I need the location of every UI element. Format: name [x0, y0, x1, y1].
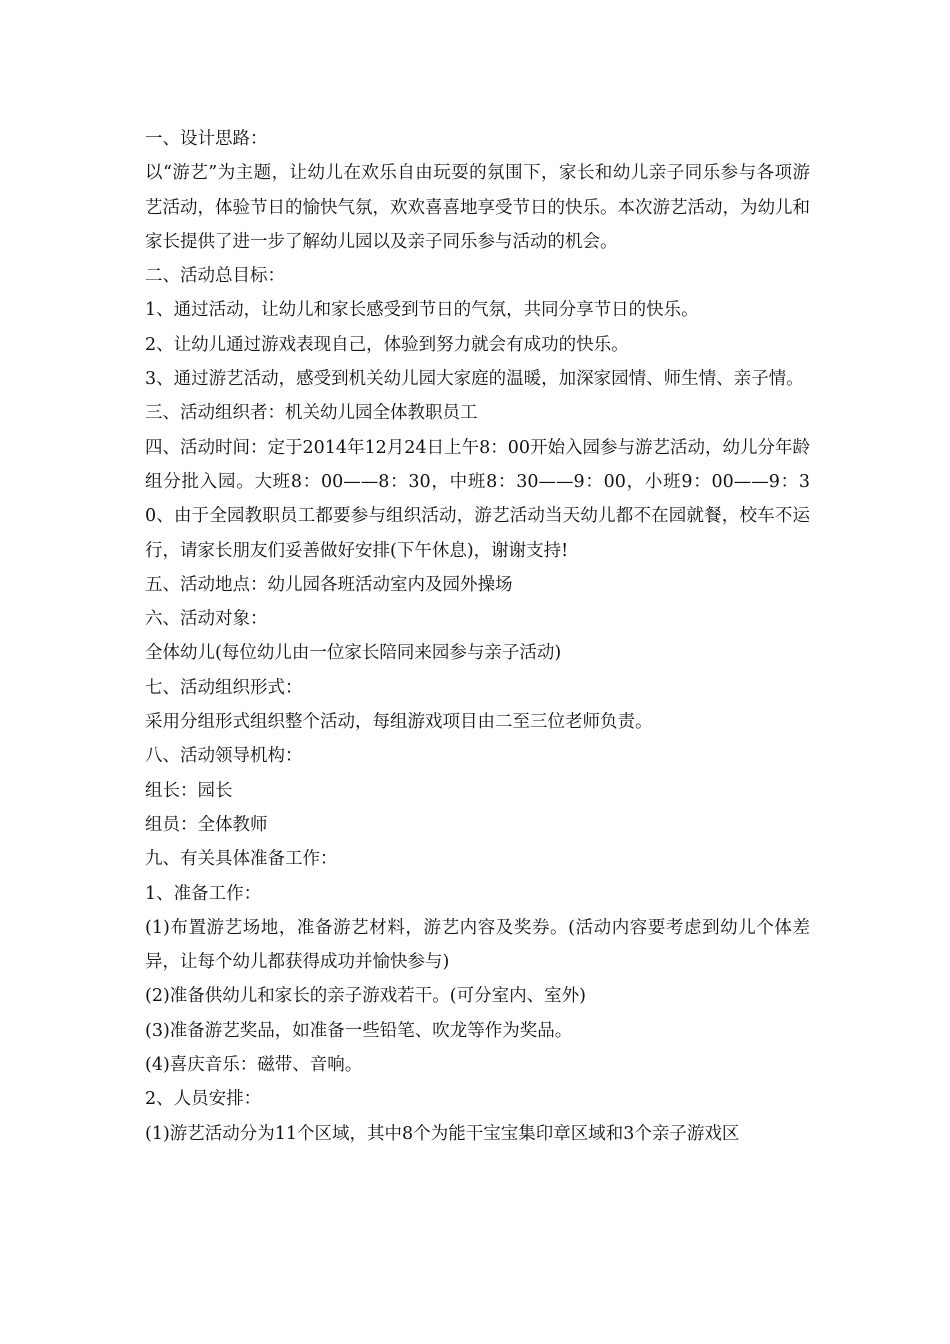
heading-design-idea: 一、设计思路：	[145, 129, 268, 149]
paragraph-design-idea: 以“游艺”为主题，让幼儿在欢乐自由玩耍的氛围下，家长和幼儿亲子同乐参与各项游艺活动，体验节日的愉快气氛，欢欢喜喜地享受节日的快乐。本次游艺活动，为幼儿和家长提供了进一步了解幼儿园以及亲子同乐参与活动的机会。	[145, 163, 810, 252]
subheading-staff-arrangement: 2、人员安排：	[145, 1089, 262, 1110]
prep-item-3: (3)准备游艺奖品，如准备一些铅笔、吹龙等作为奖品。	[145, 1020, 573, 1041]
heading-leadership: 八、活动领导机构：	[145, 746, 303, 767]
paragraph-group-members: 组员：全体教师	[145, 814, 268, 835]
heading-overall-goals: 二、活动总目标：	[145, 266, 285, 287]
paragraph-group-leader: 组长：园长	[145, 780, 233, 801]
prep-item-2: (2)准备供幼儿和家长的亲子游戏若干。(可分室内、室外)	[145, 986, 586, 1007]
heading-participants: 六、活动对象：	[145, 609, 268, 630]
prep-item-1: (1)布置游艺场地，准备游艺材料，游艺内容及奖券。(活动内容要考虑到幼儿个体差异，让每个幼儿都获得成功并愉快参与)	[145, 917, 810, 973]
prep-item-4: (4)喜庆音乐：磁带、音响。	[145, 1055, 363, 1076]
goal-item-2: 2、让幼儿通过游戏表现自己，体验到努力就会有成功的快乐。	[145, 334, 629, 355]
paragraph-activity-time: 四、活动时间：定于2014年12月24日上午8：00开始入园参与游艺活动，幼儿分年龄组分批入园。大班8：00——8：30，中班8：30——9：00，小班9：00——9：30、由于全园教职员工都要参与组织活动，游艺活动当天幼儿都不在园就餐，校车不运行，请家长朋友们妥善做好安排(下午休息)，谢谢支持!	[145, 437, 810, 561]
heading-organization-form: 七、活动组织形式：	[145, 677, 303, 698]
document-body	[145, 122, 810, 1151]
paragraph-location: 五、活动地点：幼儿园各班活动室内及园外操场	[145, 574, 513, 595]
paragraph-participants: 全体幼儿(每位幼儿由一位家长陪同来园参与亲子活动)	[145, 643, 562, 664]
paragraph-organization-form: 采用分组形式组织整个活动，每组游戏项目由二至三位老师负责。	[145, 712, 653, 733]
paragraph-organizers: 三、活动组织者：机关幼儿园全体教职员工	[145, 403, 478, 424]
staff-item-1: (1)游艺活动分为11个区域，其中8个为能干宝宝集印章区域和3个亲子游戏区	[145, 1123, 740, 1144]
goal-item-1: 1、通过活动，让幼儿和家长感受到节日的气氛，共同分享节日的快乐。	[145, 300, 699, 321]
subheading-preparation-work: 1、准备工作：	[145, 883, 262, 904]
heading-preparation: 九、有关具体准备工作：	[145, 849, 338, 870]
goal-item-3: 3、通过游艺活动，感受到机关幼儿园大家庭的温暖，加深家园情、师生情、亲子情。	[145, 369, 804, 390]
